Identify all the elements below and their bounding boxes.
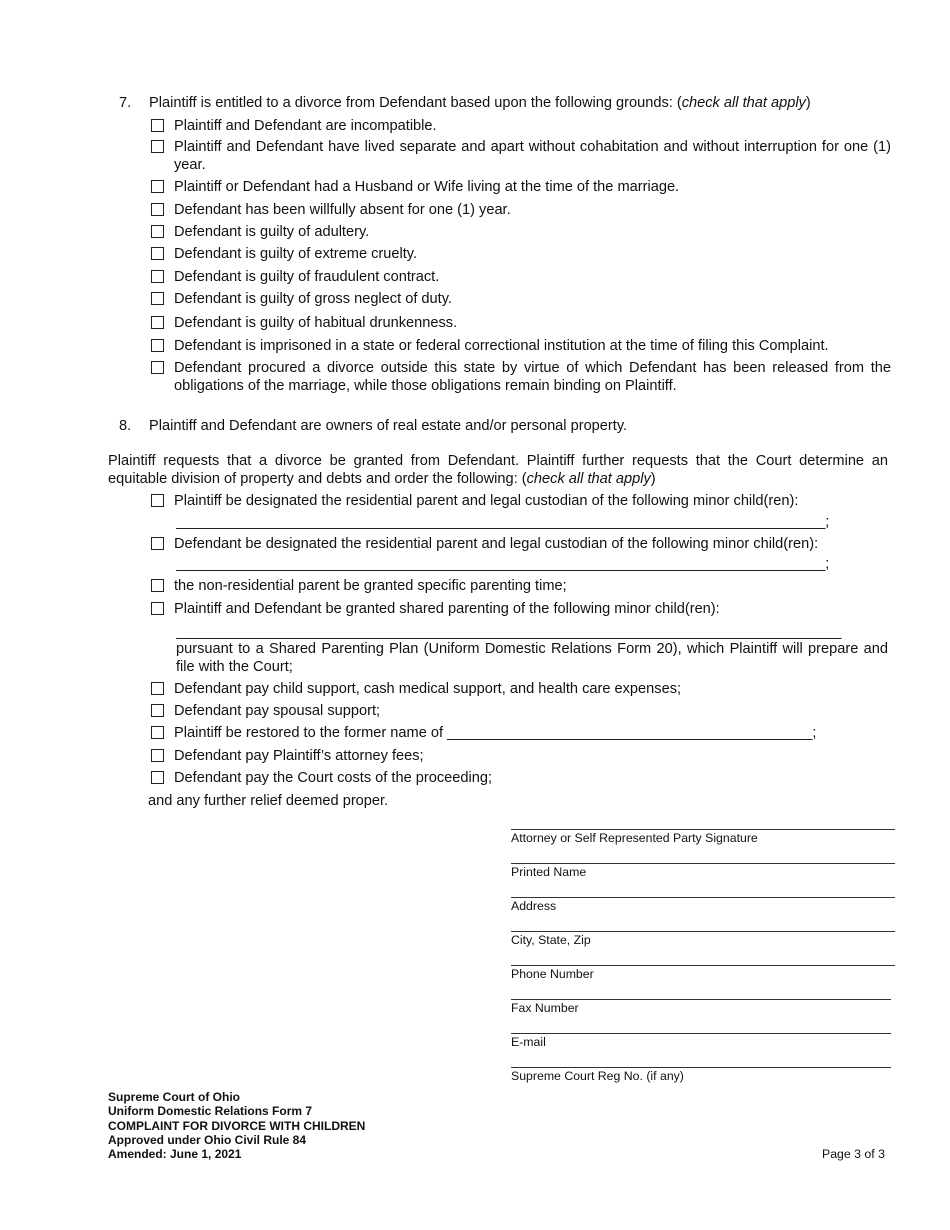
email-line[interactable]: [511, 1033, 891, 1034]
ground-separate-apart: Plaintiff and Defendant have lived separate and apart without cohabitation and without interruption for one (1) year.: [151, 138, 891, 174]
printed-name-line[interactable]: [511, 863, 895, 864]
ground-spouse-living: Plaintiff or Defendant had a Husband or Wife living at the time of the marriage.: [151, 178, 891, 196]
request-defendant-custodian: Defendant be designated the residential parent and legal custodian of the following minor child(ren):: [151, 535, 891, 553]
request-parenting-time-checkbox[interactable]: [151, 579, 164, 592]
defendant-children-blank[interactable]: ________________________________________________________________________________;: [176, 556, 830, 572]
ground-habitual-drunkenness-checkbox[interactable]: [151, 316, 164, 329]
item-8-text: Plaintiff and Defendant are owners of real estate and/or personal property.: [149, 418, 628, 434]
ground-divorce-outside-state-checkbox[interactable]: [151, 361, 164, 374]
request-child-support-checkbox[interactable]: [151, 682, 164, 695]
footer-form-title: COMPLAINT FOR DIVORCE WITH CHILDREN: [108, 1118, 366, 1133]
ground-gross-neglect-checkbox[interactable]: [151, 292, 164, 305]
phone-number-line[interactable]: [511, 965, 895, 966]
phone-number-label: Phone Number: [511, 967, 594, 981]
ground-incompatible: Plaintiff and Defendant are incompatible.: [151, 117, 891, 135]
footer-approval: Approved under Ohio Civil Rule 84: [108, 1132, 307, 1147]
request-plaintiff-custodian-checkbox[interactable]: [151, 494, 164, 507]
item-8-number: 8.: [119, 418, 132, 434]
request-plaintiff-custodian: Plaintiff be designated the residential parent and legal custodian of the following minor child(ren):: [151, 492, 891, 510]
reg-no-label: Supreme Court Reg No. (if any): [511, 1069, 684, 1083]
ground-gross-neglect: Defendant is guilty of gross neglect of duty.: [151, 290, 891, 308]
printed-name-label: Printed Name: [511, 865, 587, 879]
ground-adultery: Defendant is guilty of adultery.: [151, 223, 891, 241]
ground-habitual-drunkenness: Defendant is guilty of habitual drunkenness.: [151, 314, 891, 332]
signature-label: Attorney or Self Represented Party Signature: [511, 831, 758, 845]
ground-willfully-absent: Defendant has been willfully absent for one (1) year.: [151, 201, 891, 219]
ground-extreme-cruelty: Defendant is guilty of extreme cruelty.: [151, 245, 891, 263]
request-shared-parenting: Plaintiff and Defendant be granted shared parenting of the following minor child(ren):: [151, 600, 891, 618]
ground-fraudulent-contract: Defendant is guilty of fraudulent contract.: [151, 268, 891, 286]
footer-court: Supreme Court of Ohio: [108, 1090, 240, 1104]
fax-number-label: Fax Number: [511, 1001, 579, 1015]
ground-spouse-living-checkbox[interactable]: [151, 180, 164, 193]
requests-intro: Plaintiff requests that a divorce be granted from Defendant. Plaintiff further requests that the Court determine an equitable division of property and debts and order the following: (check all that apply): [108, 453, 888, 487]
footer-amended: Amended: June 1, 2021: [108, 1147, 242, 1162]
signature-line[interactable]: [511, 829, 895, 830]
footer-form-name: Uniform Domestic Relations Form 7: [108, 1104, 313, 1119]
ground-imprisoned: Defendant is imprisoned in a state or federal correctional institution at the time of filing this Complaint.: [151, 337, 891, 355]
email-label: E-mail: [511, 1035, 546, 1049]
further-relief-text: and any further relief deemed proper.: [148, 793, 389, 809]
ground-extreme-cruelty-checkbox[interactable]: [151, 247, 164, 260]
plaintiff-children-blank[interactable]: ________________________________________________________________________________;: [176, 514, 830, 530]
ground-divorce-outside-state: Defendant procured a divorce outside this state by virtue of which Defendant has been released from the obligations of the marriage, while those obligations remain binding on Plaintiff.: [151, 359, 891, 395]
city-state-zip-line[interactable]: [511, 931, 895, 932]
ground-incompatible-checkbox[interactable]: [151, 119, 164, 132]
address-line[interactable]: [511, 897, 895, 898]
item-7-number: 7.: [119, 95, 132, 111]
ground-separate-apart-checkbox[interactable]: [151, 140, 164, 153]
request-attorney-fees-checkbox[interactable]: [151, 749, 164, 762]
ground-imprisoned-checkbox[interactable]: [151, 339, 164, 352]
request-attorney-fees: Defendant pay Plaintiff’s attorney fees;: [151, 747, 891, 765]
request-spousal-support: Defendant pay spousal support;: [151, 702, 891, 720]
request-spousal-support-checkbox[interactable]: [151, 704, 164, 717]
item-7-lead: Plaintiff is entitled to a divorce from Defendant based upon the following grounds: (check all that apply): [149, 95, 811, 111]
request-former-name: Plaintiff be restored to the former name of _____________________________________________;: [151, 724, 891, 742]
request-court-costs: Defendant pay the Court costs of the proceeding;: [151, 769, 891, 787]
request-shared-parenting-checkbox[interactable]: [151, 602, 164, 615]
ground-adultery-checkbox[interactable]: [151, 225, 164, 238]
request-court-costs-checkbox[interactable]: [151, 771, 164, 784]
ground-willfully-absent-checkbox[interactable]: [151, 203, 164, 216]
shared-parenting-plan-text: pursuant to a Shared Parenting Plan (Uniform Domestic Relations Form 20), which Plaintiff will prepare and file with the Court;: [176, 641, 888, 675]
city-state-zip-label: City, State, Zip: [511, 933, 591, 947]
fax-number-line[interactable]: [511, 999, 891, 1000]
address-label: Address: [511, 899, 557, 913]
page-number: Page 3 of 3: [822, 1147, 885, 1161]
request-defendant-custodian-checkbox[interactable]: [151, 537, 164, 550]
request-child-support: Defendant pay child support, cash medical support, and health care expenses;: [151, 680, 891, 698]
request-former-name-checkbox[interactable]: [151, 726, 164, 739]
ground-fraudulent-contract-checkbox[interactable]: [151, 270, 164, 283]
form-footer: [108, 1090, 365, 1161]
reg-no-line[interactable]: [511, 1067, 891, 1068]
request-parenting-time: the non-residential parent be granted specific parenting time;: [151, 577, 891, 595]
shared-parenting-children-blank[interactable]: __________________________________________________________________________________: [176, 624, 842, 640]
